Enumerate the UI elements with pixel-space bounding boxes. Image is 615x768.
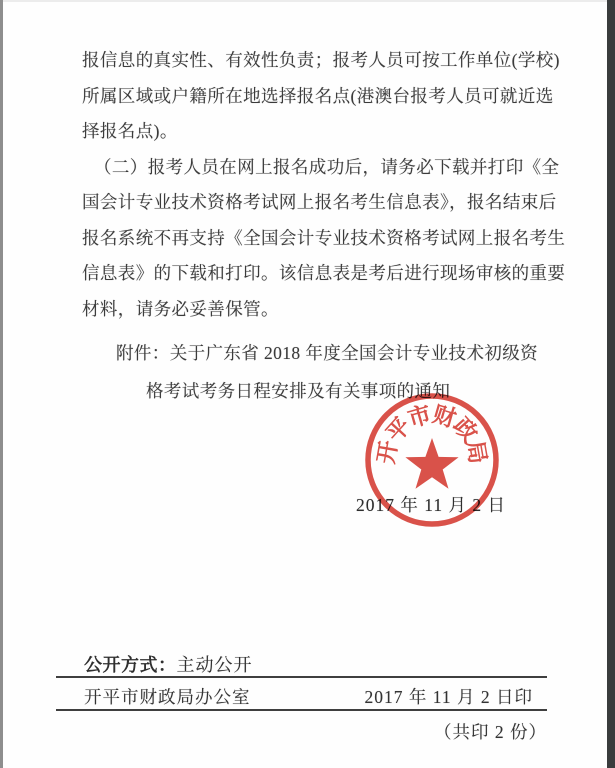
page-edge-left	[0, 0, 3, 768]
document-date: 2017 年 11 月 2 日	[356, 495, 506, 515]
body-line: 报信息的真实性、有效性负责；报考人员可按工作单位(学校)	[82, 50, 560, 70]
seal-char: 平	[381, 412, 416, 447]
body-line: 信息表》的下载和打印。该信息表是考后进行现场审核的重要	[82, 263, 566, 283]
footer-divider-bottom	[56, 709, 547, 711]
seal-char: 政	[448, 412, 483, 447]
seal-char: 开	[373, 438, 403, 466]
seal-char: 局	[461, 438, 491, 466]
publicity-label: 公开方式：	[84, 655, 177, 675]
attachment-line: 附件：关于广东省 2018 年度全国会计专业技术初级资	[116, 343, 539, 363]
page-edge-right	[607, 0, 615, 768]
body-line: 材料，请务必妥善保管。	[82, 298, 279, 319]
body-line: 国会计专业技术资格考试网上报名考生信息表》，报名结束后	[82, 192, 557, 212]
official-seal	[358, 386, 508, 536]
footer-divider-top	[56, 676, 547, 678]
print-date: 2017 年 11 月 2 日印	[364, 687, 533, 707]
copies-note: （共印 2 份）	[434, 722, 547, 742]
attachment-line: 格考试考务日程安排及有关事项的通知	[146, 381, 451, 401]
body-line: 所属区域或户籍所在地选择报名点(港澳台报考人员可就近选	[82, 85, 554, 106]
document-body	[82, 43, 566, 327]
issuing-office: 开平市财政局办公室	[84, 687, 251, 707]
publicity-value: 主动公开	[176, 655, 253, 675]
page-edge-top	[0, 0, 615, 2]
body-line: （二）报考人员在网上报名成功后，请务必下载并打印《全	[94, 156, 560, 177]
body-line: 报名系统不再支持《全国会计专业技术资格考试网上报名考生	[82, 227, 566, 248]
publicity-method	[84, 651, 253, 677]
seal-char: 市	[405, 401, 435, 432]
seal-char: 财	[429, 401, 459, 432]
body-line: 择报名点)。	[82, 121, 178, 141]
seal-star-icon	[405, 438, 458, 489]
